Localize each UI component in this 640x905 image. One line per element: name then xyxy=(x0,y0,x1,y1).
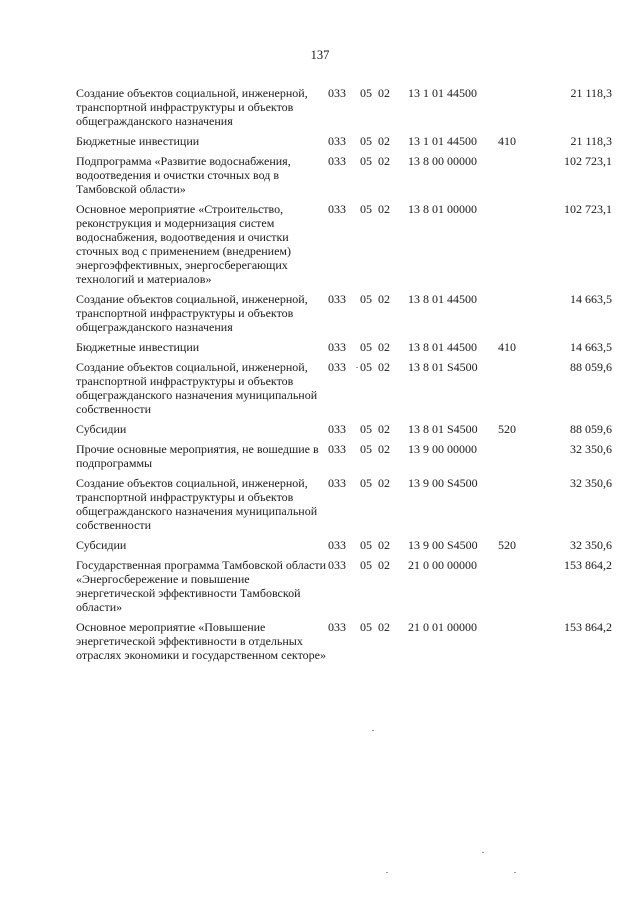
budget-item-name: Создание объектов социальной, инженерной, транспортной инфраструктуры и объектов общегражданского назначения муниципальной собственности xyxy=(76,360,318,416)
budget-item-name: Субсидии xyxy=(76,538,127,552)
expense-type-code xyxy=(498,86,538,134)
target-article-code: 13 8 01 44500 xyxy=(408,340,477,354)
target-article-code: 13 8 00 00000 xyxy=(408,154,477,168)
section-code: 05 xyxy=(360,442,372,456)
expense-type-code: 410 xyxy=(498,340,516,354)
expense-type-code xyxy=(498,442,538,476)
section-code: 05 xyxy=(360,558,372,572)
subsection-code: 02 xyxy=(378,360,390,374)
subsection-code: 02 xyxy=(378,558,390,572)
budget-table-body xyxy=(76,86,612,668)
subsection-code: 02 xyxy=(378,134,390,148)
department-code: 033 xyxy=(328,538,346,552)
budget-item-name: Создание объектов социальной, инженерной, транспортной инфраструктуры и объектов общегражданского назначения xyxy=(76,86,308,128)
table-row xyxy=(76,538,612,558)
table-row xyxy=(76,476,612,538)
expense-type-code: 520 xyxy=(498,422,516,436)
table-row xyxy=(76,154,612,202)
subsection-code: 02 xyxy=(378,442,390,456)
budget-item-name: Создание объектов социальной, инженерной, транспортной инфраструктуры и объектов общегражданского назначения xyxy=(76,292,308,334)
expense-type-code: 520 xyxy=(498,538,516,552)
target-article-code: 21 0 00 00000 xyxy=(408,558,477,572)
subsection-code: 02 xyxy=(378,292,390,306)
section-code: 05 xyxy=(360,202,372,216)
section-code: 05 xyxy=(360,154,372,168)
scan-speck xyxy=(372,730,374,731)
department-code: 033 xyxy=(328,476,346,490)
amount: 153 864,2 xyxy=(564,620,612,634)
section-code: 05 xyxy=(360,340,372,354)
budget-item-name: Бюджетные инвестиции xyxy=(76,134,200,148)
section-code: 05 xyxy=(360,134,372,148)
amount: 88 059,6 xyxy=(570,360,612,374)
amount: 14 663,5 xyxy=(570,292,612,306)
target-article-code: 13 8 01 44500 xyxy=(408,292,477,306)
department-code: 033 xyxy=(328,442,346,456)
table-row xyxy=(76,360,612,422)
target-article-code: 21 0 01 00000 xyxy=(408,620,477,634)
amount: 102 723,1 xyxy=(564,154,612,168)
expense-type-code xyxy=(498,476,538,538)
page-number: 137 xyxy=(310,48,330,62)
department-code: 033 xyxy=(328,202,346,216)
scan-speck xyxy=(482,852,484,853)
amount: 32 350,6 xyxy=(570,442,612,456)
target-article-code: 13 8 01 00000 xyxy=(408,202,477,216)
expense-type-code xyxy=(498,154,538,202)
table-row xyxy=(76,422,612,442)
budget-item-name: Подпрограмма «Развитие водоснабжения, водоотведения и очистки сточных вод в Тамбовской области» xyxy=(76,154,291,196)
expense-type-code xyxy=(498,360,538,422)
scan-speck xyxy=(356,367,358,368)
table-row xyxy=(76,442,612,476)
section-code: 05 xyxy=(360,360,372,374)
amount: 32 350,6 xyxy=(570,538,612,552)
amount: 32 350,6 xyxy=(570,476,612,490)
subsection-code: 02 xyxy=(378,154,390,168)
department-code: 033 xyxy=(328,422,346,436)
target-article-code: 13 1 01 44500 xyxy=(408,134,477,148)
subsection-code: 02 xyxy=(378,476,390,490)
target-article-code: 13 9 00 00000 xyxy=(408,442,477,456)
amount: 21 118,3 xyxy=(570,134,612,148)
expense-type-code xyxy=(498,558,538,620)
budget-item-name: Бюджетные инвестиции xyxy=(76,340,200,354)
expense-type-code xyxy=(498,292,538,340)
scan-speck xyxy=(386,872,388,873)
table-row xyxy=(76,620,612,668)
section-code: 05 xyxy=(360,620,372,634)
section-code: 05 xyxy=(360,538,372,552)
amount: 102 723,1 xyxy=(564,202,612,216)
subsection-code: 02 xyxy=(378,422,390,436)
budget-table xyxy=(76,86,612,668)
subsection-code: 02 xyxy=(378,202,390,216)
budget-item-name: Государственная программа Тамбовской области «Энергосбережение и повышение энергетической эффективности Тамбовской области» xyxy=(76,558,327,614)
department-code: 033 xyxy=(328,558,346,572)
budget-item-name: Основное мероприятие «Повышение энергетической эффективности в отдельных отраслях экономики и государственном секторе» xyxy=(76,620,326,662)
department-code: 033 xyxy=(328,340,346,354)
amount: 88 059,6 xyxy=(570,422,612,436)
table-row xyxy=(76,340,612,360)
subsection-code: 02 xyxy=(378,620,390,634)
department-code: 033 xyxy=(328,292,346,306)
amount: 14 663,5 xyxy=(570,340,612,354)
target-article-code: 13 1 01 44500 xyxy=(408,86,477,100)
amount: 153 864,2 xyxy=(564,558,612,572)
amount: 21 118,3 xyxy=(570,86,612,100)
budget-item-name: Субсидии xyxy=(76,422,127,436)
subsection-code: 02 xyxy=(378,86,390,100)
subsection-code: 02 xyxy=(378,340,390,354)
department-code: 033 xyxy=(328,360,346,374)
table-row xyxy=(76,202,612,292)
table-row xyxy=(76,558,612,620)
budget-item-name: Основное мероприятие «Строительство, реконструкция и модернизация систем водоснабжения, водоотведения и очистки сточных вод с применением (внедрением) энергоэффективных, энергосберегающих технологий и материалов» xyxy=(76,202,292,286)
expense-type-code xyxy=(498,202,538,292)
target-article-code: 13 8 01 S4500 xyxy=(408,360,478,374)
department-code: 033 xyxy=(328,620,346,634)
expense-type-code: 410 xyxy=(498,134,516,148)
department-code: 033 xyxy=(328,86,346,100)
subsection-code: 02 xyxy=(378,538,390,552)
section-code: 05 xyxy=(360,422,372,436)
department-code: 033 xyxy=(328,134,346,148)
section-code: 05 xyxy=(360,476,372,490)
section-code: 05 xyxy=(360,292,372,306)
scan-speck xyxy=(514,872,516,873)
table-row xyxy=(76,292,612,340)
expense-type-code xyxy=(498,620,538,668)
budget-item-name: Прочие основные мероприятия, не вошедшие в подпрограммы xyxy=(76,442,319,470)
table-row xyxy=(76,134,612,154)
target-article-code: 13 9 00 S4500 xyxy=(408,538,478,552)
target-article-code: 13 9 00 S4500 xyxy=(408,476,478,490)
department-code: 033 xyxy=(328,154,346,168)
table-row xyxy=(76,86,612,134)
target-article-code: 13 8 01 S4500 xyxy=(408,422,478,436)
section-code: 05 xyxy=(360,86,372,100)
budget-item-name: Создание объектов социальной, инженерной, транспортной инфраструктуры и объектов общегражданского назначения муниципальной собственности xyxy=(76,476,318,532)
